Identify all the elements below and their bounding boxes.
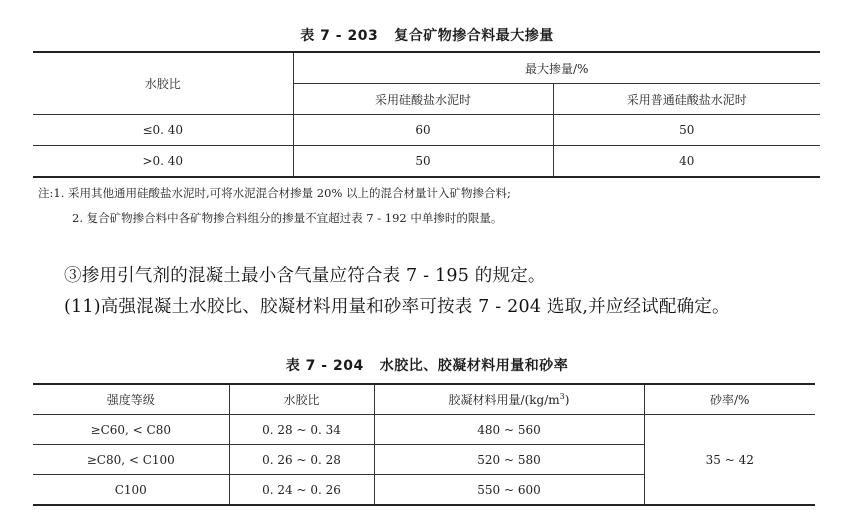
table1-note-2: 2. 复合矿物掺合料中各矿物掺合料组分的掺量不宜超过表 7 - 192 中单掺时的限量。 — [72, 211, 503, 225]
table1-caption — [0, 25, 854, 45]
table1-header-ratio: 水胶比 — [33, 52, 293, 115]
table2-cell-grade: C100 — [33, 475, 229, 506]
table1-cell-ratio: ≤0. 40 — [33, 115, 293, 146]
table2-cell-grade: ≥C80, < C100 — [33, 445, 229, 475]
table-row — [33, 415, 815, 445]
table2-header-binder-exponent: 3 — [559, 392, 565, 401]
table2-cell-ratio: 0. 24 ~ 0. 26 — [229, 475, 374, 506]
table2-cell-sand-ratio: 35 ~ 42 — [705, 452, 754, 467]
table1 — [33, 51, 820, 178]
table1-header-silicate: 采用硅酸盐水泥时 — [293, 84, 553, 115]
paragraph-air-content: ③掺用引气剂的混凝土最小含气量应符合表 7 - 195 的规定。 — [64, 266, 546, 286]
table2-caption-number: 表 7 - 204 — [285, 358, 364, 374]
table2-header-binder-label: 胶凝材料用量/(kg/m — [448, 393, 560, 407]
table2-header-binder-close: ) — [564, 393, 570, 407]
table1-note-1: 注:1. 采用其他通用硅酸盐水泥时,可将水泥混合材掺量 20% 以上的混合材量计入矿物掺合料; — [38, 186, 511, 200]
table-row — [33, 115, 820, 146]
table2-header-ratio: 水胶比 — [229, 384, 374, 415]
table1-cell-ordinary: 40 — [679, 154, 695, 168]
table1-caption-title: 复合矿物掺合料最大掺量 — [394, 28, 554, 44]
table2-cell-binder: 520 ~ 580 — [374, 445, 644, 475]
table2-cell-ratio: 0. 28 ~ 0. 34 — [229, 415, 374, 445]
table2-cell-binder: 550 ~ 600 — [374, 475, 644, 506]
table2-cell-grade: ≥C60, < C80 — [33, 415, 229, 445]
table2-cell-binder: 480 ~ 560 — [374, 415, 644, 445]
table1-cell-ratio: >0. 40 — [33, 146, 293, 178]
table1-header-ordinary: 采用普通硅酸盐水泥时 — [553, 84, 820, 115]
table1-cell-silicate: 50 — [293, 146, 553, 178]
table-row — [33, 146, 820, 178]
table2-header-binder — [374, 384, 644, 415]
table2-header-sand: 砂率/% — [644, 384, 815, 415]
table2-caption — [0, 355, 854, 375]
table2 — [33, 383, 815, 506]
table1-header-max-dosage: 最大掺量/% — [293, 52, 820, 84]
table2-cell-ratio: 0. 26 ~ 0. 28 — [229, 445, 374, 475]
table2-caption-title: 水胶比、胶凝材料用量和砂率 — [379, 358, 569, 374]
table1-cell-ordinary: 50 — [553, 115, 820, 146]
table1-cell-silicate: 60 — [293, 115, 553, 146]
table1-caption-number: 表 7 - 203 — [300, 28, 379, 44]
table2-header-grade: 强度等级 — [33, 384, 229, 415]
paragraph-high-strength: (11)高强混凝土水胶比、胶凝材料用量和砂率可按表 7 - 204 选取,并应经试配确定。 — [64, 297, 730, 317]
